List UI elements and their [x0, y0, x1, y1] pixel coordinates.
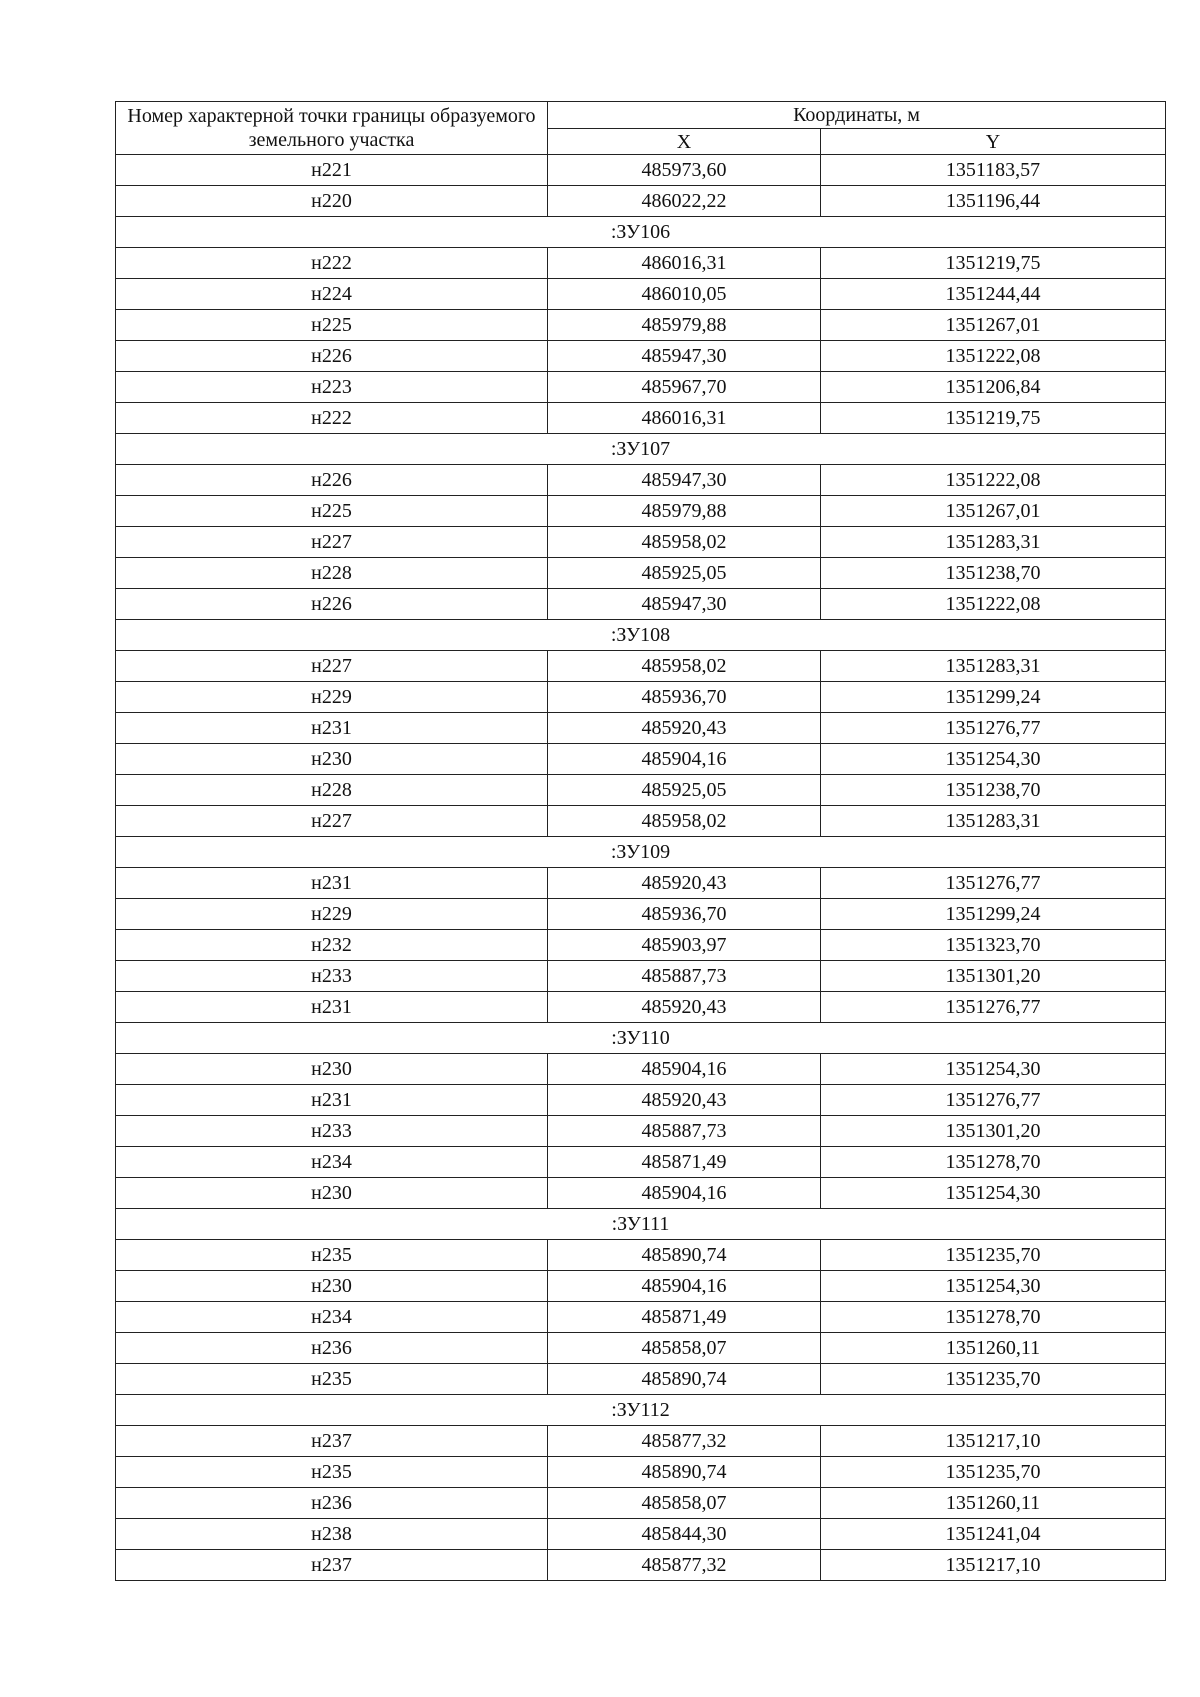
y-coordinate-cell: 1351254,30 — [821, 1178, 1166, 1209]
y-header: Y — [821, 129, 1166, 155]
y-coordinate-cell: 1351235,70 — [821, 1240, 1166, 1271]
x-coordinate-cell: 485967,70 — [548, 372, 821, 403]
point-number-cell: н236 — [116, 1333, 548, 1364]
x-coordinate-cell: 485958,02 — [548, 651, 821, 682]
x-coordinate-cell: 485904,16 — [548, 1271, 821, 1302]
coordinates-table — [115, 101, 1166, 1581]
x-coordinate-cell: 485890,74 — [548, 1364, 821, 1395]
table-row — [116, 775, 1166, 806]
y-coordinate-cell: 1351222,08 — [821, 341, 1166, 372]
point-number-cell: н227 — [116, 651, 548, 682]
table-row — [116, 248, 1166, 279]
point-number-cell: н238 — [116, 1519, 548, 1550]
y-coordinate-cell: 1351276,77 — [821, 713, 1166, 744]
y-coordinate-cell: 1351235,70 — [821, 1457, 1166, 1488]
table-body — [116, 155, 1166, 1581]
x-coordinate-cell: 485871,49 — [548, 1302, 821, 1333]
parcel-section-label: :ЗУ111 — [116, 1209, 1166, 1240]
y-coordinate-cell: 1351222,08 — [821, 465, 1166, 496]
point-number-header: Номер характерной точки границы образуемого земельного участка — [116, 102, 548, 155]
x-coordinate-cell: 485877,32 — [548, 1550, 821, 1581]
point-number-cell: н230 — [116, 1178, 548, 1209]
x-header: X — [548, 129, 821, 155]
table-row — [116, 868, 1166, 899]
y-coordinate-cell: 1351283,31 — [821, 527, 1166, 558]
y-coordinate-cell: 1351283,31 — [821, 806, 1166, 837]
table-row — [116, 930, 1166, 961]
point-number-cell: н236 — [116, 1488, 548, 1519]
point-number-cell: н226 — [116, 589, 548, 620]
x-coordinate-cell: 485904,16 — [548, 1178, 821, 1209]
point-number-cell: н227 — [116, 527, 548, 558]
y-coordinate-cell: 1351219,75 — [821, 403, 1166, 434]
table-row — [116, 1240, 1166, 1271]
table-row — [116, 279, 1166, 310]
point-number-cell: н234 — [116, 1147, 548, 1178]
table-row — [116, 558, 1166, 589]
y-coordinate-cell: 1351235,70 — [821, 1364, 1166, 1395]
x-coordinate-cell: 485973,60 — [548, 155, 821, 186]
x-coordinate-cell: 485947,30 — [548, 341, 821, 372]
table-row — [116, 713, 1166, 744]
parcel-section-label: :ЗУ107 — [116, 434, 1166, 465]
y-coordinate-cell: 1351238,70 — [821, 775, 1166, 806]
point-number-cell: н234 — [116, 1302, 548, 1333]
table-row — [116, 155, 1166, 186]
table-row — [116, 465, 1166, 496]
table-row — [116, 1271, 1166, 1302]
x-coordinate-cell: 486016,31 — [548, 403, 821, 434]
x-coordinate-cell: 485979,88 — [548, 310, 821, 341]
table-row — [116, 496, 1166, 527]
y-coordinate-cell: 1351283,31 — [821, 651, 1166, 682]
point-number-cell: н231 — [116, 1085, 548, 1116]
table-row — [116, 1333, 1166, 1364]
y-coordinate-cell: 1351254,30 — [821, 744, 1166, 775]
x-coordinate-cell: 485979,88 — [548, 496, 821, 527]
point-number-cell: н225 — [116, 496, 548, 527]
x-coordinate-cell: 485925,05 — [548, 775, 821, 806]
point-number-cell: н233 — [116, 1116, 548, 1147]
x-coordinate-cell: 485947,30 — [548, 589, 821, 620]
x-coordinate-cell: 485890,74 — [548, 1457, 821, 1488]
table-row — [116, 1302, 1166, 1333]
table-header — [116, 102, 1166, 155]
table-row — [116, 1116, 1166, 1147]
point-number-cell: н228 — [116, 775, 548, 806]
table-row — [116, 744, 1166, 775]
x-coordinate-cell: 485936,70 — [548, 682, 821, 713]
x-coordinate-cell: 485844,30 — [548, 1519, 821, 1550]
table-row — [116, 1550, 1166, 1581]
section-row — [116, 1209, 1166, 1240]
x-coordinate-cell: 485903,97 — [548, 930, 821, 961]
point-number-cell: н221 — [116, 155, 548, 186]
y-coordinate-cell: 1351183,57 — [821, 155, 1166, 186]
section-row — [116, 620, 1166, 651]
coordinates-header: Координаты, м — [548, 102, 1166, 129]
point-number-cell: н226 — [116, 341, 548, 372]
point-number-cell: н225 — [116, 310, 548, 341]
point-number-cell: н223 — [116, 372, 548, 403]
point-number-cell: н220 — [116, 186, 548, 217]
point-number-cell: н233 — [116, 961, 548, 992]
x-coordinate-cell: 486016,31 — [548, 248, 821, 279]
y-coordinate-cell: 1351217,10 — [821, 1550, 1166, 1581]
x-coordinate-cell: 485858,07 — [548, 1333, 821, 1364]
x-coordinate-cell: 485890,74 — [548, 1240, 821, 1271]
table-row — [116, 589, 1166, 620]
x-coordinate-cell: 485887,73 — [548, 1116, 821, 1147]
table-row — [116, 403, 1166, 434]
table-row — [116, 1085, 1166, 1116]
y-coordinate-cell: 1351254,30 — [821, 1271, 1166, 1302]
point-number-cell: н231 — [116, 992, 548, 1023]
point-number-cell: н230 — [116, 744, 548, 775]
table-row — [116, 1426, 1166, 1457]
point-number-cell: н237 — [116, 1426, 548, 1457]
x-coordinate-cell: 485904,16 — [548, 744, 821, 775]
point-number-cell: н235 — [116, 1240, 548, 1271]
table-row — [116, 186, 1166, 217]
section-row — [116, 434, 1166, 465]
point-number-cell: н231 — [116, 868, 548, 899]
x-coordinate-cell: 486010,05 — [548, 279, 821, 310]
y-coordinate-cell: 1351276,77 — [821, 992, 1166, 1023]
x-coordinate-cell: 485904,16 — [548, 1054, 821, 1085]
table-row — [116, 372, 1166, 403]
x-coordinate-cell: 485877,32 — [548, 1426, 821, 1457]
table-row — [116, 682, 1166, 713]
parcel-section-label: :ЗУ106 — [116, 217, 1166, 248]
y-coordinate-cell: 1351254,30 — [821, 1054, 1166, 1085]
x-coordinate-cell: 485871,49 — [548, 1147, 821, 1178]
header-row — [116, 102, 1166, 129]
table-row — [116, 1178, 1166, 1209]
section-row — [116, 1023, 1166, 1054]
y-coordinate-cell: 1351278,70 — [821, 1147, 1166, 1178]
x-coordinate-cell: 485920,43 — [548, 992, 821, 1023]
point-number-cell: н226 — [116, 465, 548, 496]
y-coordinate-cell: 1351267,01 — [821, 310, 1166, 341]
point-number-cell: н237 — [116, 1550, 548, 1581]
section-row — [116, 1395, 1166, 1426]
parcel-section-label: :ЗУ110 — [116, 1023, 1166, 1054]
point-number-cell: н231 — [116, 713, 548, 744]
x-coordinate-cell: 485920,43 — [548, 868, 821, 899]
y-coordinate-cell: 1351276,77 — [821, 868, 1166, 899]
point-number-cell: н224 — [116, 279, 548, 310]
table-row — [116, 651, 1166, 682]
table-row — [116, 1457, 1166, 1488]
x-coordinate-cell: 485936,70 — [548, 899, 821, 930]
y-coordinate-cell: 1351299,24 — [821, 682, 1166, 713]
point-number-cell: н229 — [116, 899, 548, 930]
point-number-cell: н235 — [116, 1364, 548, 1395]
y-coordinate-cell: 1351267,01 — [821, 496, 1166, 527]
y-coordinate-cell: 1351260,11 — [821, 1333, 1166, 1364]
y-coordinate-cell: 1351244,44 — [821, 279, 1166, 310]
table-row — [116, 1364, 1166, 1395]
y-coordinate-cell: 1351260,11 — [821, 1488, 1166, 1519]
parcel-section-label: :ЗУ109 — [116, 837, 1166, 868]
y-coordinate-cell: 1351196,44 — [821, 186, 1166, 217]
point-number-cell: н227 — [116, 806, 548, 837]
x-coordinate-cell: 485958,02 — [548, 527, 821, 558]
x-coordinate-cell: 486022,22 — [548, 186, 821, 217]
point-number-cell: н232 — [116, 930, 548, 961]
table-row — [116, 992, 1166, 1023]
y-coordinate-cell: 1351238,70 — [821, 558, 1166, 589]
y-coordinate-cell: 1351206,84 — [821, 372, 1166, 403]
x-coordinate-cell: 485920,43 — [548, 1085, 821, 1116]
table-row — [116, 899, 1166, 930]
table-row — [116, 1519, 1166, 1550]
y-coordinate-cell: 1351276,77 — [821, 1085, 1166, 1116]
section-row — [116, 217, 1166, 248]
x-coordinate-cell: 485858,07 — [548, 1488, 821, 1519]
parcel-section-label: :ЗУ108 — [116, 620, 1166, 651]
point-number-cell: н235 — [116, 1457, 548, 1488]
table-row — [116, 1147, 1166, 1178]
x-coordinate-cell: 485925,05 — [548, 558, 821, 589]
y-coordinate-cell: 1351301,20 — [821, 1116, 1166, 1147]
point-number-cell: н222 — [116, 248, 548, 279]
y-coordinate-cell: 1351219,75 — [821, 248, 1166, 279]
table-row — [116, 341, 1166, 372]
x-coordinate-cell: 485920,43 — [548, 713, 821, 744]
table-row — [116, 961, 1166, 992]
table-row — [116, 1054, 1166, 1085]
point-number-cell: н229 — [116, 682, 548, 713]
table-row — [116, 310, 1166, 341]
x-coordinate-cell: 485887,73 — [548, 961, 821, 992]
y-coordinate-cell: 1351241,04 — [821, 1519, 1166, 1550]
point-number-cell: н222 — [116, 403, 548, 434]
parcel-section-label: :ЗУ112 — [116, 1395, 1166, 1426]
table-row — [116, 806, 1166, 837]
x-coordinate-cell: 485947,30 — [548, 465, 821, 496]
table-row — [116, 1488, 1166, 1519]
y-coordinate-cell: 1351299,24 — [821, 899, 1166, 930]
y-coordinate-cell: 1351323,70 — [821, 930, 1166, 961]
x-coordinate-cell: 485958,02 — [548, 806, 821, 837]
y-coordinate-cell: 1351222,08 — [821, 589, 1166, 620]
y-coordinate-cell: 1351278,70 — [821, 1302, 1166, 1333]
section-row — [116, 837, 1166, 868]
point-number-cell: н230 — [116, 1271, 548, 1302]
y-coordinate-cell: 1351217,10 — [821, 1426, 1166, 1457]
point-number-cell: н230 — [116, 1054, 548, 1085]
y-coordinate-cell: 1351301,20 — [821, 961, 1166, 992]
point-number-cell: н228 — [116, 558, 548, 589]
table-row — [116, 527, 1166, 558]
